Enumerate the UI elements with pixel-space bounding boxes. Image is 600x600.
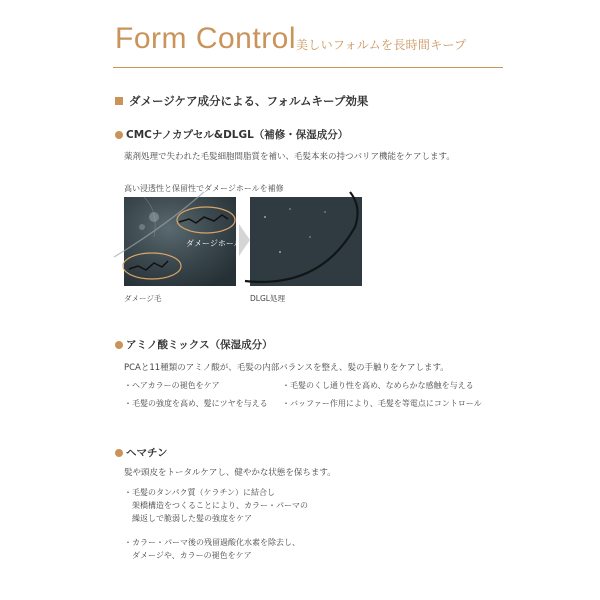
dot-bullet-icon — [115, 131, 123, 139]
header-divider — [113, 67, 503, 68]
amino-bullet: ・毛髪のくし通り性を高め、なめらかな感触を与える — [282, 381, 474, 390]
page-subtitle: 美しいフォルムを長時間キープ — [296, 38, 467, 52]
hematin-description: 髪や頭皮をトータルケアし、健やかな状態を保ちます。 — [124, 468, 336, 478]
square-bullet-icon — [115, 97, 123, 105]
hematin-bullet-line: 繰返しで脆弱した髪の強度をケア — [124, 514, 252, 523]
damaged-hair-label: ダメージ毛 — [124, 294, 162, 303]
arrow-right-icon — [239, 224, 250, 256]
amino-heading — [115, 337, 273, 352]
dot-bullet-icon — [115, 341, 123, 349]
cmc-image-caption: 高い浸透性と保留性でダメージホールを補修 — [124, 184, 284, 193]
damaged-hair-image — [124, 197, 242, 286]
amino-bullet: ・毛髪の強度を高め、髪にツヤを与える — [124, 399, 268, 408]
amino-description: PCAと11種類のアミノ酸が、毛髪の内部バランスを整え、髪の手触りをケアします。 — [124, 363, 449, 373]
damage-hole-label: ダメージホール — [186, 239, 242, 248]
amino-bullet: ・ヘアカラーの褪色をケア — [124, 381, 220, 390]
hematin-bullet-line: 架橋構造をつくることにより、カラー・パーマの — [124, 501, 308, 510]
cmc-description: 薬剤処理で失われた毛髪細胞間脂質を補い、毛髪本来の持つバリア機能をケアします。 — [124, 152, 455, 162]
hematin-bullet-line: ・毛髪のタンパク質（ケラチン）に結合し — [124, 488, 276, 497]
hematin-heading — [115, 445, 167, 460]
page-title: Form Control — [115, 22, 297, 55]
cmc-heading — [115, 127, 348, 142]
amino-heading-text: アミノ酸ミックス（保湿成分） — [126, 339, 273, 351]
dot-bullet-icon — [115, 449, 123, 457]
section-heading — [115, 93, 368, 109]
treated-hair-image — [250, 197, 362, 286]
hematin-heading-text: ヘマチン — [126, 447, 168, 459]
hematin-bullet-line: ダメージや、カラーの褪色をケア — [124, 551, 252, 560]
hematin-bullet-line: ・カラー・パーマ後の残留過酸化水素を除去し、 — [124, 538, 300, 547]
amino-bullet: ・バッファー作用により、毛髪を等電点にコントロール — [282, 399, 482, 408]
treated-hair-illustration — [250, 197, 362, 286]
cmc-heading-text: CMCナノカプセル&DLGL（補修・保湿成分） — [126, 129, 349, 141]
section-heading-text: ダメージケア成分による、フォルムキープ効果 — [129, 94, 369, 108]
treated-hair-label: DLGL処理 — [250, 294, 285, 303]
